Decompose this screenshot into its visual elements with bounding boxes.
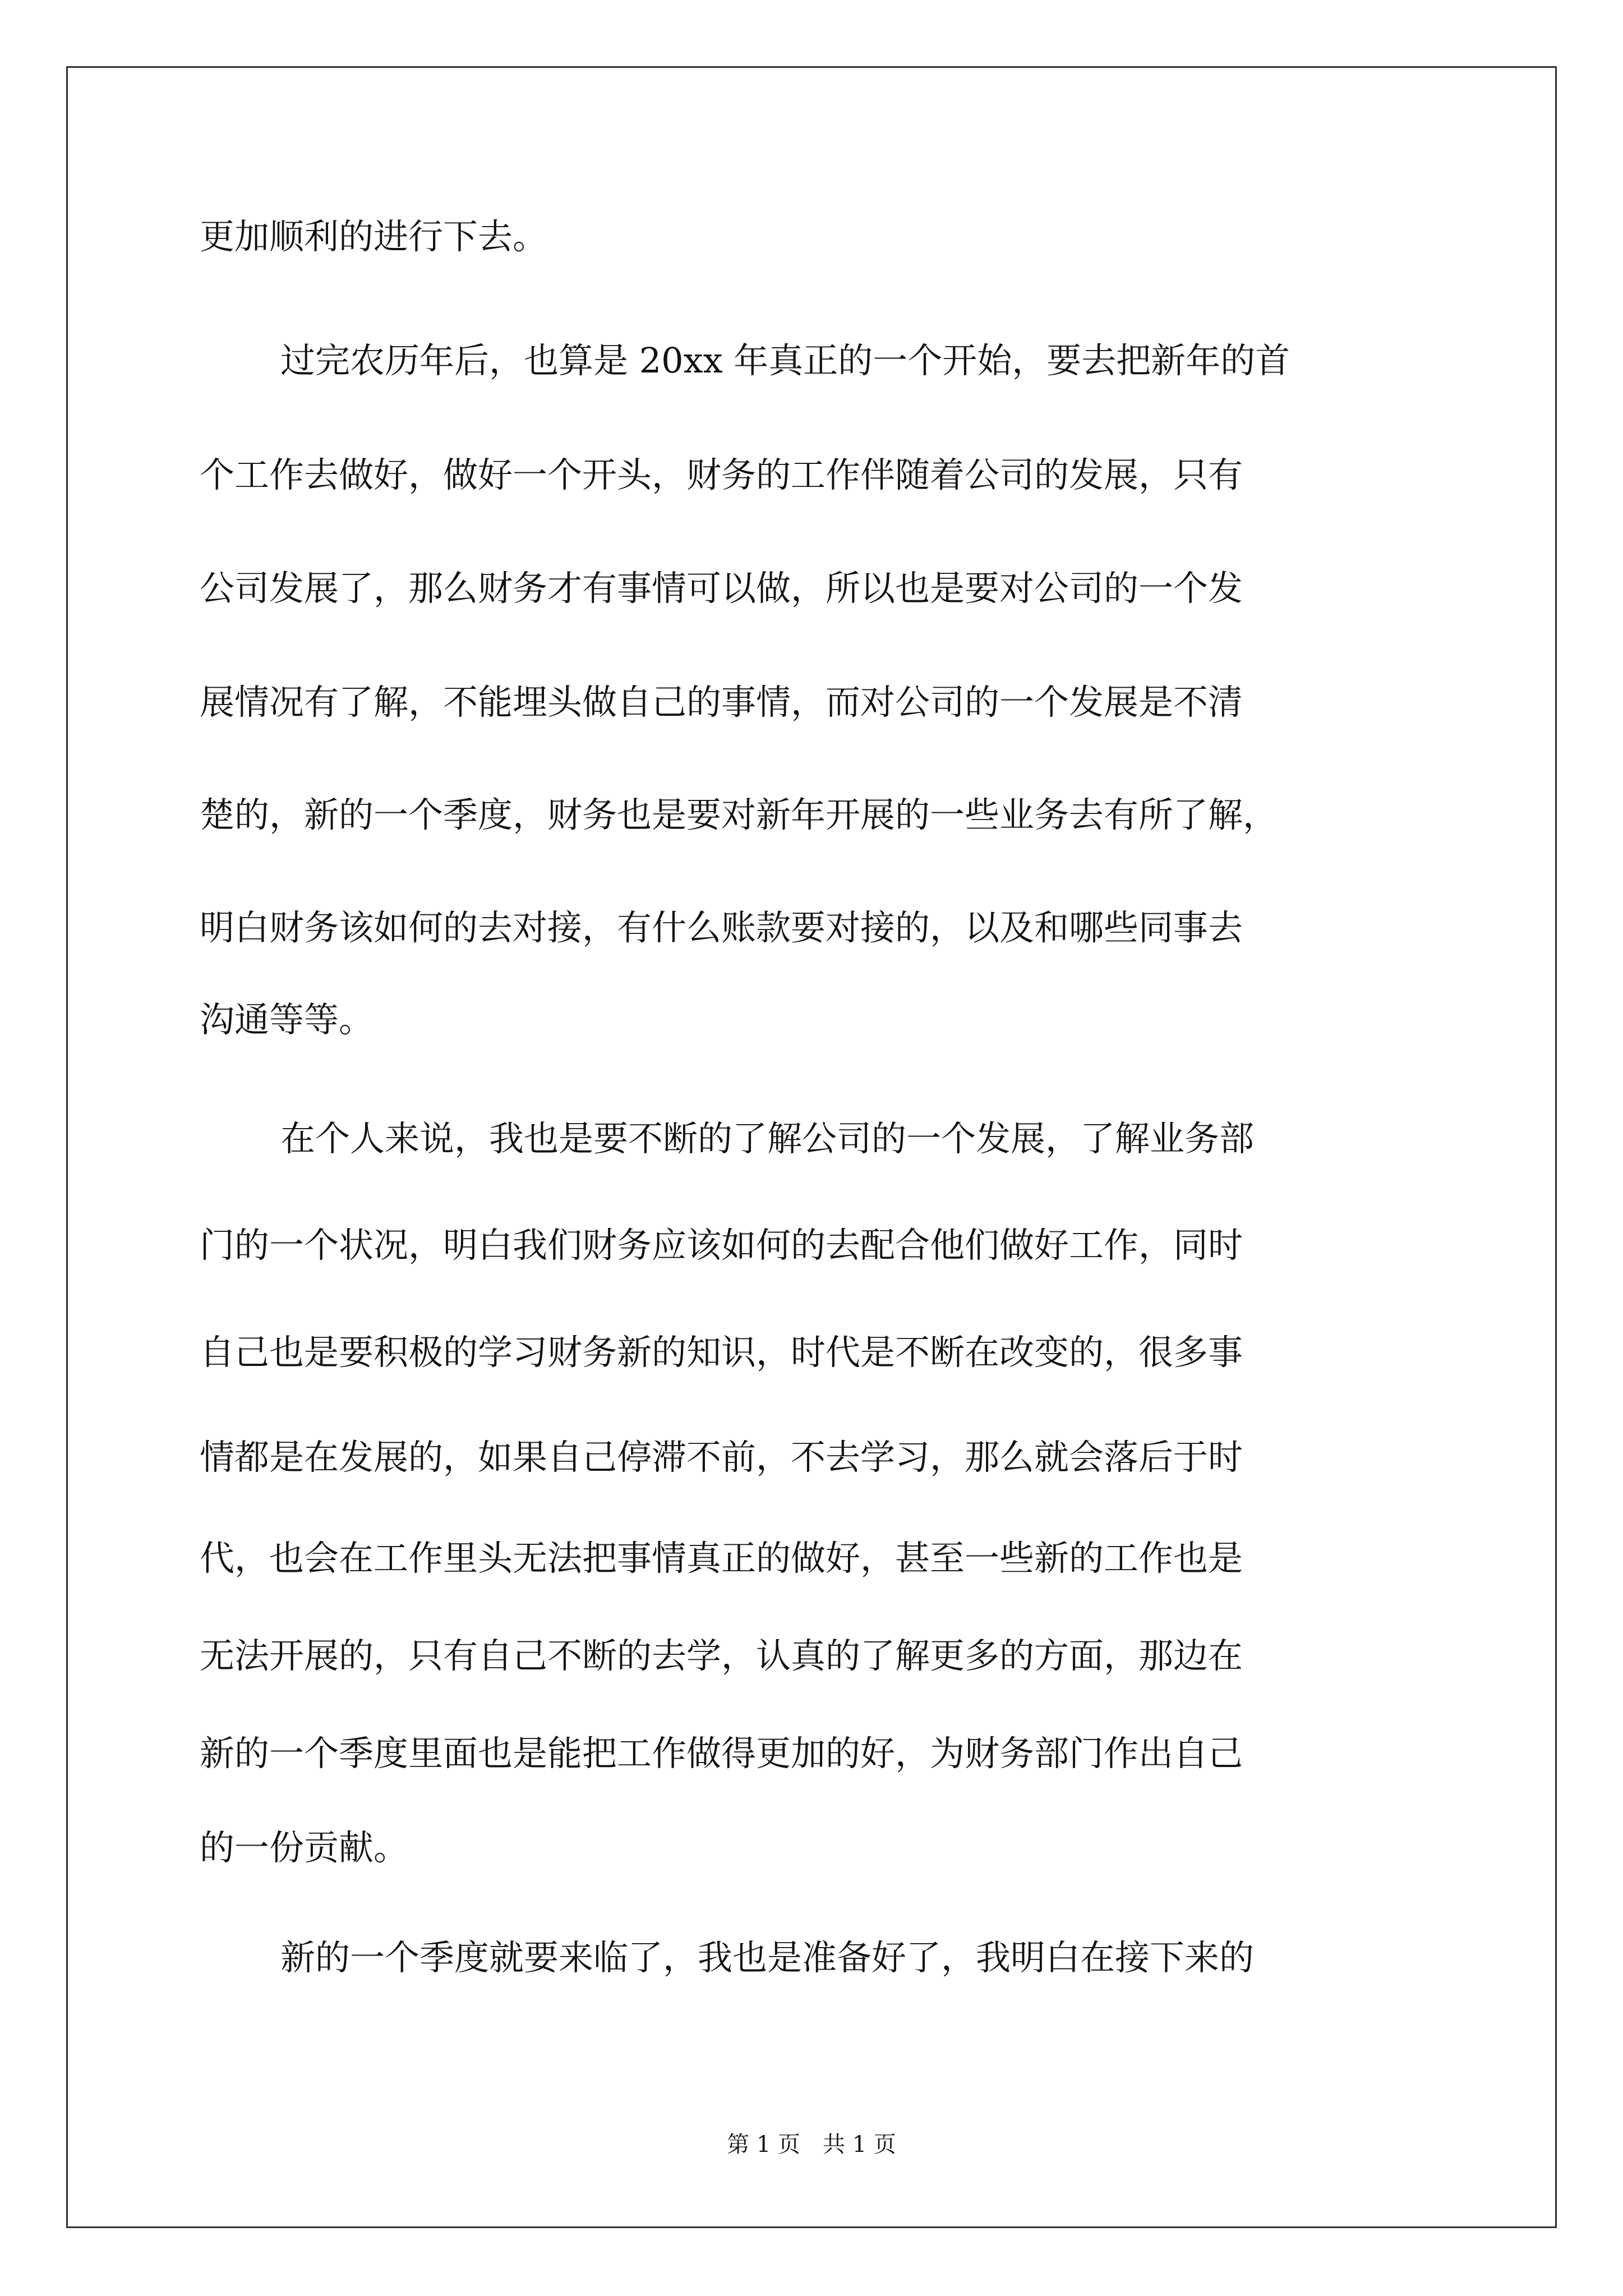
text-line: 个工作去做好，做好一个开头，财务的工作伴随着公司的发展，只有 xyxy=(200,454,1243,495)
text-line: 沟通等等。 xyxy=(200,999,374,1040)
text-line: 门的一个状况，明白我们财务应该如何的去配合他们做好工作，同时 xyxy=(200,1225,1243,1266)
text-line: 新的一个季度里面也是能把工作做得更加的好，为财务部门作出自己 xyxy=(200,1733,1243,1774)
text-line: 在个人来说，我也是要不断的了解公司的一个发展，了解业务部 xyxy=(280,1118,1255,1159)
text-line: 楚的，新的一个季度，财务也是要对新年开展的一些业务去有所了解， xyxy=(200,794,1278,835)
page-number-footer: 第 1 页 共 1 页 xyxy=(727,2132,896,2157)
text-line: 公司发展了，那么财务才有事情可以做，所以也是要对公司的一个发 xyxy=(200,568,1243,609)
text-line: 无法开展的，只有自己不断的去学，认真的了解更多的方面，那边在 xyxy=(200,1635,1243,1676)
text-line: 的一份贡献。 xyxy=(200,1827,409,1868)
text-line: 更加顺利的进行下去。 xyxy=(200,216,548,257)
text-line: 明白财务该如何的去对接，有什么账款要对接的，以及和哪些同事去 xyxy=(200,907,1243,948)
text-line: 自己也是要积极的学习财务新的知识，时代是不断在改变的，很多事 xyxy=(200,1332,1243,1373)
text-line: 新的一个季度就要来临了，我也是准备好了，我明白在接下来的 xyxy=(280,1937,1255,1978)
text-line: 情都是在发展的，如果自己停滞不前，不去学习，那么就会落后于时 xyxy=(200,1437,1243,1478)
text-line: 代，也会在工作里头无法把事情真正的做好，甚至一些新的工作也是 xyxy=(200,1538,1243,1579)
text-line: 展情况有了解，不能埋头做自己的事情，而对公司的一个发展是不清 xyxy=(200,682,1243,723)
text-line: 过完农历年后，也算是 20xx 年真正的一个开始，要去把新年的首 xyxy=(280,340,1290,381)
